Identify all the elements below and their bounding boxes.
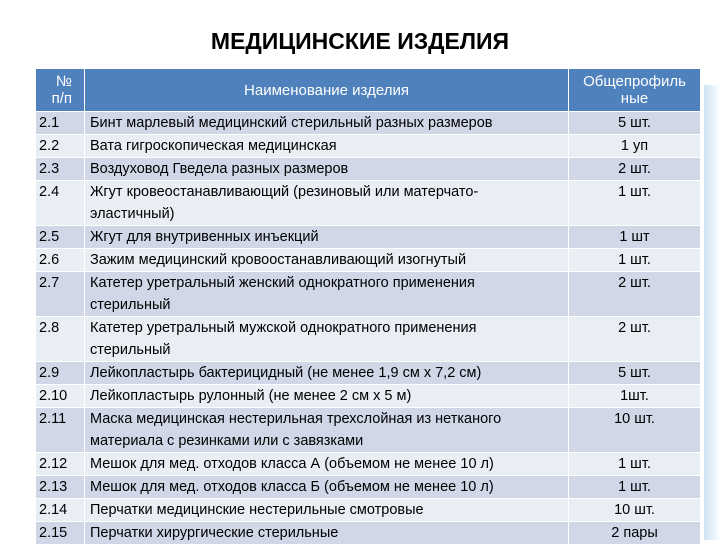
row-item-name (85, 453, 569, 476)
header-number-line2: п/п (51, 90, 72, 107)
row-item-name (85, 272, 569, 317)
row-item-name (85, 522, 569, 545)
row-number: 2.7 (36, 272, 85, 317)
item-name-line: Перчатки медицинские нестерильные смотровые (90, 502, 424, 518)
row-item-name (85, 181, 569, 226)
page-title: МЕДИЦИНСКИЕ ИЗДЕЛИЯ (210, 28, 510, 54)
row-item-name (85, 226, 569, 249)
table-row (36, 476, 701, 499)
table-header-row (36, 69, 701, 112)
header-number (36, 69, 85, 112)
header-general-line1: Общепрофиль (583, 73, 686, 90)
item-name-line: Вата гигроскопическая медицинская (90, 138, 337, 154)
table-row (36, 362, 701, 385)
row-quantity: 2 шт. (569, 272, 701, 317)
row-quantity: 2 пары (569, 522, 701, 545)
row-quantity: 10 шт. (569, 499, 701, 522)
table-row (36, 408, 701, 453)
item-name-line: Мешок для мед. отходов класса А (объемом не менее 10 л) (90, 456, 494, 472)
item-name-line: Лейкопластырь бактерицидный (не менее 1,9 см х 7,2 см) (90, 365, 482, 381)
item-name-line: материала с резинками или с завязками (90, 433, 364, 449)
item-name-line: эластичный) (90, 206, 175, 222)
item-name-line: Катетер уретральный мужской однократного применения (90, 320, 477, 336)
row-quantity: 1 шт. (569, 249, 701, 272)
table-row (36, 249, 701, 272)
header-item-name: Наименование изделия (85, 69, 569, 112)
table-row (36, 112, 701, 135)
row-item-name (85, 317, 569, 362)
row-quantity: 2 шт. (569, 317, 701, 362)
row-number: 2.1 (36, 112, 85, 135)
row-number: 2.15 (36, 522, 85, 545)
row-number: 2.6 (36, 249, 85, 272)
table-row (36, 181, 701, 226)
row-item-name (85, 158, 569, 181)
row-number: 2.14 (36, 499, 85, 522)
row-quantity: 5 шт. (569, 362, 701, 385)
decorative-side-bar (704, 85, 720, 540)
medical-items-table (35, 68, 701, 545)
row-item-name (85, 476, 569, 499)
row-item-name (85, 499, 569, 522)
row-number: 2.13 (36, 476, 85, 499)
row-item-name (85, 385, 569, 408)
item-name-line: стерильный (90, 342, 171, 358)
table-body (36, 112, 701, 545)
item-name-line: Лейкопластырь рулонный (не менее 2 см х 5 м) (90, 388, 412, 404)
table-row (36, 499, 701, 522)
row-quantity: 1 шт (569, 226, 701, 249)
item-name-line: Воздуховод Гведела разных размеров (90, 161, 349, 177)
item-name-line: Катетер уретральный женский однократного применения (90, 275, 475, 291)
row-item-name (85, 408, 569, 453)
row-number: 2.9 (36, 362, 85, 385)
row-quantity: 1шт. (569, 385, 701, 408)
row-quantity: 5 шт. (569, 112, 701, 135)
row-number: 2.12 (36, 453, 85, 476)
item-name-line: стерильный (90, 297, 171, 313)
row-item-name (85, 362, 569, 385)
table-row (36, 158, 701, 181)
item-name-line: Зажим медицинский кровоостанавливающий изогнутый (90, 252, 467, 268)
row-item-name (85, 249, 569, 272)
row-number: 2.4 (36, 181, 85, 226)
header-general-line2: ные (620, 90, 649, 107)
row-number: 2.3 (36, 158, 85, 181)
table-row (36, 317, 701, 362)
row-number: 2.11 (36, 408, 85, 453)
item-name-line: Перчатки хирургические стерильные (90, 525, 339, 541)
item-name-line: Жгут для внутривенных инъекций (90, 229, 319, 245)
row-quantity: 1 шт. (569, 181, 701, 226)
row-item-name (85, 112, 569, 135)
header-general (569, 69, 701, 112)
row-number: 2.5 (36, 226, 85, 249)
row-quantity: 1 шт. (569, 476, 701, 499)
table-row (36, 385, 701, 408)
item-name-line: Мешок для мед. отходов класса Б (объемом не менее 10 л) (90, 479, 494, 495)
row-item-name (85, 135, 569, 158)
item-name-line: Жгут кровеостанавливающий (резиновый или матерчато- (90, 184, 479, 200)
table-row (36, 522, 701, 545)
row-quantity: 1 шт. (569, 453, 701, 476)
row-quantity: 10 шт. (569, 408, 701, 453)
table-row (36, 272, 701, 317)
row-number: 2.10 (36, 385, 85, 408)
header-number-line1: № (55, 73, 72, 90)
table-row (36, 453, 701, 476)
item-name-line: Маска медицинская нестерильная трехслойная из нетканого (90, 411, 502, 427)
row-quantity: 2 шт. (569, 158, 701, 181)
item-name-line: Бинт марлевый медицинский стерильный разных размеров (90, 115, 493, 131)
table-row (36, 226, 701, 249)
row-number: 2.2 (36, 135, 85, 158)
table-row (36, 135, 701, 158)
row-number: 2.8 (36, 317, 85, 362)
row-quantity: 1 уп (569, 135, 701, 158)
